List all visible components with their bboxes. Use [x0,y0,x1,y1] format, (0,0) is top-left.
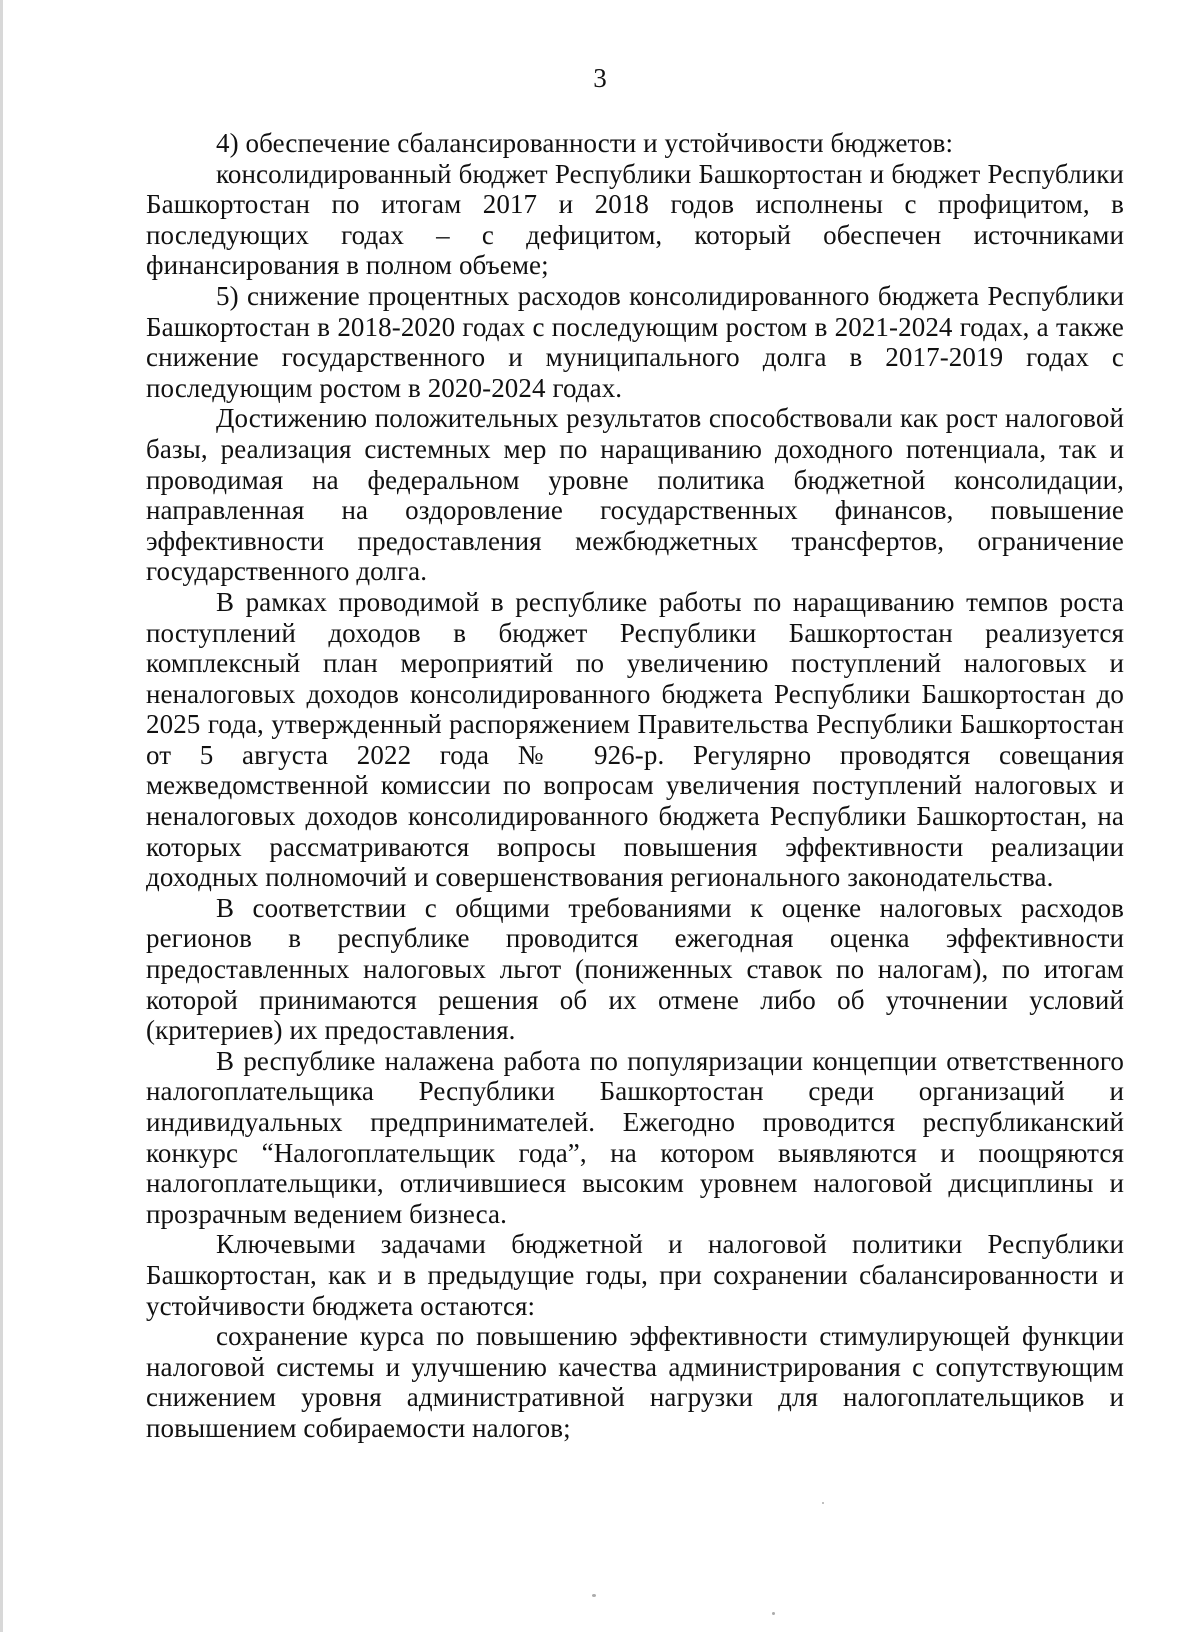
scan-dot [592,1594,596,1597]
scan-edge-shadow [0,0,3,1632]
paragraph-budget-balance-heading: 4) обеспечение сбалансированности и устойчивости бюджетов: [216,128,954,158]
paragraph-taxpayer-concept: В республике налажена работа по популяризации концепции ответственного налогоплательщика Республики Башкортостан среди организаций и индивидуальных предпринимателей. Ежегодно проводится республиканский конкурс “Налогоплательщик года”, на котором выявляются и поощряются налогоплательщики, отличившиеся высоким уровнем налоговой дисциплины и прозрачным ведением бизнеса. [146,1045,1124,1229]
paragraph-positive-results: Достижению положительных результатов способствовали как рост налоговой базы, реализация системных мер по наращиванию доходного потенциала, так и проводимая на федеральном уровне политика бюджетной консолидации, направленная на оздоровление государственных финансов, повышение эффективности предоставления межбюджетных трансфертов, ограничение государственного долга. [146,403,1124,587]
paragraph-income-growth-plan: В рамках проводимой в республике работы по наращиванию темпов роста поступлений доходов в бюджет Республики Башкортостан реализуется комплексный план мероприятий по увеличению поступлений налоговых и неналоговых доходов консолидированного бюджета Республики Башкортостан до 2025 года, утвержденный распоряжением Правительства Республики Башкортостан от 5 августа 2022 года № 926-р. Регулярно проводятся совещания межведомственной комиссии по вопросам увеличения поступлений налоговых и неналоговых доходов консолидированного бюджета Республики Башкортостан, на которых рассматриваются вопросы повышения эффективности реализации доходных полномочий и совершенствования регионального законодательства. [146,586,1124,893]
scan-dot [772,1612,775,1615]
page-number: 3 [593,63,607,93]
document-body [146,128,1124,1444]
paragraph-budget-surplus: консолидированный бюджет Республики Башкортостан и бюджет Республики Башкортостан по итогам 2017 и 2018 годов исполнены с профицитом, в последующих годах – с дефицитом, который обеспечен источниками финансирования в полном объеме; [146,158,1124,281]
paragraph-tax-expense-evaluation: В соответствии с общими требованиями к оценке налоговых расходов регионов в республике проводится ежегодная оценка эффективности предоставленных налоговых льгот (пониженных ставок по налогам), по итогам которой принимаются решения об их отмене либо об уточнении условий (критериев) их предоставления. [146,892,1124,1046]
scan-dot [822,1502,824,1504]
paragraph-tax-system-efficiency: сохранение курса по повышению эффективности стимулирующей функции налоговой системы и улучшению качества администрирования с сопутствующим снижением уровня административной нагрузки для налогоплательщиков и повышением собираемости налогов; [146,1321,1124,1443]
paragraph-interest-expenses: 5) снижение процентных расходов консолидированного бюджета Республики Башкортостан в 2018-2020 годах с последующим ростом в 2021-2024 годах, а также снижение государственного и муниципального долга в 2017-2019 годах с последующим ростом в 2020-2024 годах. [146,280,1124,403]
paragraph-key-tasks: Ключевыми задачами бюджетной и налоговой политики Республики Башкортостан, как и в предыдущие годы, при сохранении сбалансированности и устойчивости бюджета остаются: [146,1229,1124,1321]
